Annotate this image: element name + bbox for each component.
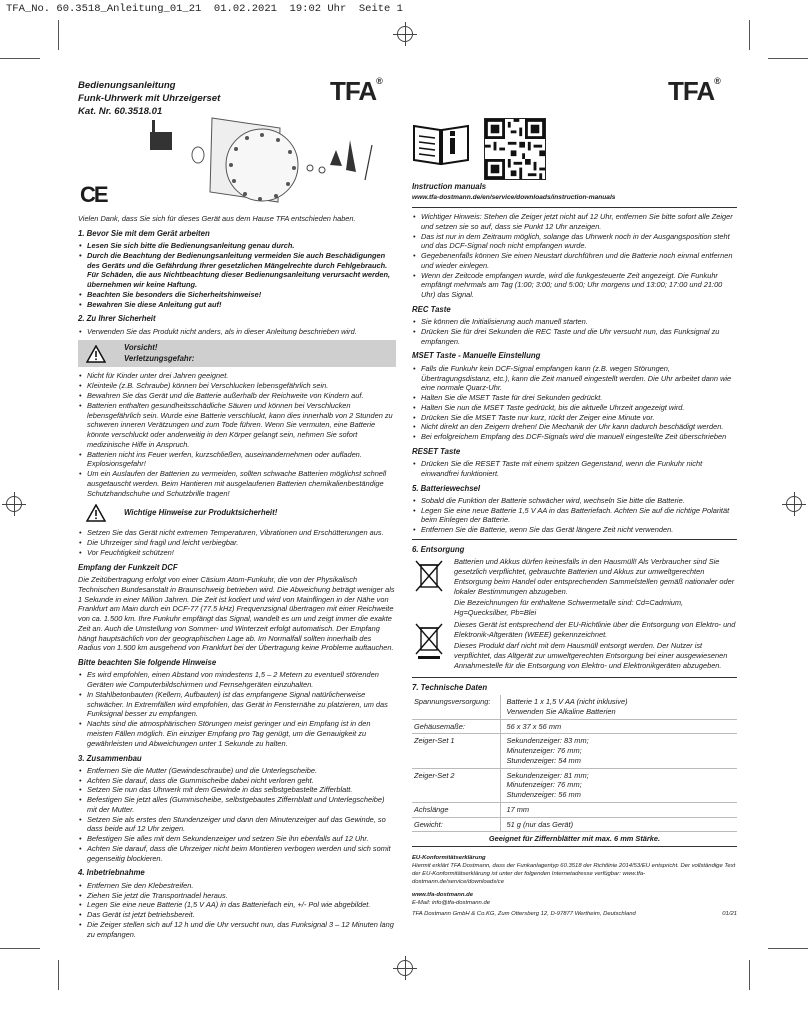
spec-key: Gewicht: — [412, 817, 500, 832]
warning-triangle-icon — [86, 504, 106, 522]
list-item: • Wichtiger Hinweis: Stehen die Zeiger jetzt nicht auf 12 Uhr, entfernen Sie bitte sofort alle Zeiger und setzen sie so auf, dass sie Punkt 12 Uhr anzeigen. — [412, 212, 737, 232]
list-item: • Halten Sie nun die MSET Taste gedrückt, bis die aktuelle Uhrzeit angezeigt wird. — [412, 403, 737, 413]
list-item: • Um ein Auslaufen der Batterien zu vermeiden, sollten schwache Batterien möglichst schnell ausgetauscht werden. Beim Hantieren mit ausgelaufenen Batterien chemikalienbeständige Schutzhandschuhe und Schutzbrille tragen! — [78, 469, 396, 498]
title-line-3: Kat. Nr. 60.3518.01 — [78, 105, 163, 117]
right-column — [412, 182, 737, 919]
section-heading: RESET Taste — [412, 446, 461, 456]
warning-triangle-icon — [86, 345, 106, 363]
caution-title: Vorsicht! — [124, 343, 158, 353]
disposal-text: Dieses Gerät ist entsprechend der EU-Richtlinie über die Entsorgung von Elektro- und Elektronik-Altgeräten (WEEE) gekennzeichnet. — [454, 619, 736, 639]
spec-value-line: Stundenzeiger: 56 mm — [506, 790, 581, 800]
ce-mark: CE — [80, 182, 107, 207]
disposal-text: Batterien und Akkus dürfen keinesfalls in den Hausmüll! Als Verbraucher sind Sie gesetzlich verpflichtet, gebrauchte Batterien und Akkus zur umweltgerechten Entsorgung beim Handel oder entsprechenden Sammelstellen gemäß nationaler oder lokaler Bestimmungen abzugeben. — [454, 557, 735, 596]
list-item: • Nachts sind die atmosphärischen Störungen meist geringer und ein Empfang ist in den meisten Fällen möglich. Ein einziger Empfang pro Tag genügt, um die Genauigkeit zu gewährleisten und Abweichungen unter 1 Sekunde zu halten. — [78, 719, 396, 748]
file-header: TFA_No. 60.3518_Anleitung_01_21 01.02.2021 19:02 Uhr Seite 1 — [6, 3, 403, 15]
crossed-out-bin-icon — [412, 620, 446, 660]
crop-mark — [0, 58, 40, 59]
disposal-weee — [412, 620, 737, 673]
caution-banner — [78, 340, 396, 367]
logo-text: TFA — [668, 76, 715, 106]
eu-heading: EU-Konformitätserklärung — [412, 855, 486, 862]
spec-value — [500, 768, 737, 802]
product-safety-list — [78, 528, 396, 557]
spec-value-line: 56 x 37 x 56 mm — [506, 721, 562, 731]
list-item: • Das Gerät ist jetzt betriebsbereit. — [78, 910, 396, 920]
spec-value-line: Verwenden Sie Alkaline Batterien — [506, 706, 616, 716]
spec-value-line: 51 g (nur das Gerät) — [506, 819, 574, 829]
caution-list — [78, 371, 396, 498]
spec-value-line: Minutenzeiger: 76 mm; — [506, 780, 582, 790]
manuals-url[interactable]: www.tfa-dostmann.de/en/service/downloads/instruction-manuals — [412, 194, 616, 202]
startup-list — [78, 881, 396, 940]
list-item: • Legen Sie eine neue Batterie (1,5 V AA) in das Batteriefach ein, +/- Pol wie abgebildet. — [78, 900, 396, 910]
spec-value-line: 17 mm — [506, 804, 530, 814]
spec-value-line: Stundenzeiger: 54 mm — [506, 755, 581, 765]
table-row — [412, 802, 737, 817]
list-item: • Drücken Sie die MSET Taste nur kurz, rückt der Zeiger eine Minute vor. — [412, 413, 737, 423]
section-heading: 2. Zu Ihrer Sicherheit — [78, 314, 156, 324]
list-item: • Lesen Sie sich bitte die Bedienungsanleitung genau durch. — [78, 241, 396, 251]
list-item: • Durch die Beachtung der Bedienungsanleitung vermeiden Sie auch Beschädigungen des Geräts und die Gefährdung Ihrer gesetzlichen Mängelrechte durch Fehlgebrauch. Für Schäden, die aus Nichtbeachtung dieser Bedienungsanleitung verursacht werden, übernehmen wir keine Haftung. — [78, 251, 396, 290]
dcf-text: Die Zeitübertragung erfolgt von einer Cäsium Atom-Funkuhr, die von der Physikalisch Technischen Bundesanstalt in Braunschweig betrieben wird. Die Abweichung beträgt weniger als 1 Sekunde in einer Million Jahren. Die Zeit ist kodiert und wird von Mainflingen in der Nähe von Frankfurt am Main durch ein DCF-77 (77.5 kHz) Frequenzsignal übertragen mit einer Reichweite von ca. 1.500 km. Ihre Funkuhr empfängt das Signal, wandelt es um und zeigt immer die exakte Zeit an. Auch die Umstellung von Sommer- und Winterzeit erfolgt automatisch. Der Empfang hängt hauptsächlich von der geographischen Lage ab. Im Normalfall sollten innerhalb des Radius von 1.500 km ausgehend von Frankfurt bei der Übertragung keine Probleme auftauchen. — [78, 575, 395, 653]
table-row — [412, 817, 737, 832]
list-item: • Befestigen Sie jetzt alles (Gummischeibe, selbstgebautes Ziffernblatt und Unterlegscheibe) mit der Mutter. — [78, 795, 396, 815]
list-item: • Setzen Sie als erstes den Stundenzeiger und dann den Minutenzeiger auf das Gewinde, so dass beide auf 12 Uhr zeigen. — [78, 815, 396, 835]
version-label: 01/21 — [722, 911, 737, 917]
left-column — [78, 214, 396, 942]
list-item: • Ziehen Sie jetzt die Transportnadel heraus. — [78, 891, 396, 901]
table-row — [412, 768, 737, 802]
list-item: • Drücken Sie die RESET Taste mit einem spitzen Gegenstand, wenn die Funkuhr nicht einwandfrei funktioniert. — [412, 459, 737, 479]
list-item: • Es wird empfohlen, einen Abstand von mindestens 1,5 – 2 Metern zu eventuell störenden Geräten wie Computerbildschirmen und Fernsehgeräten einzuhalten. — [78, 670, 396, 690]
spec-key: Spannungsversorgung: — [412, 695, 500, 719]
section-heading: 1. Bevor Sie mit dem Gerät arbeiten — [78, 228, 210, 238]
section-heading: 3. Zusammenbau — [78, 753, 142, 763]
registration-mark-icon — [397, 960, 413, 976]
list-item: • Befestigen Sie alles mit dem Sekundenzeiger und setzen Sie ihn ebenfalls auf 12 Uhr. — [78, 834, 396, 844]
battery-list — [412, 496, 737, 535]
spec-key: Gehäusemaße: — [412, 719, 500, 734]
crop-mark — [0, 948, 40, 949]
title-line-1: Bedienungsanleitung — [78, 80, 176, 91]
list-item: • Nicht für Kinder unter drei Jahren geeignet. — [78, 371, 396, 381]
registration-mark-icon — [786, 496, 802, 512]
spec-value — [500, 695, 737, 719]
table-row — [412, 695, 737, 719]
crop-mark — [58, 960, 59, 990]
title-line-2: Funk-Uhrwerk mit Uhrzeigerset — [78, 92, 221, 104]
spec-value-line: Minutenzeiger: 76 mm; — [506, 746, 582, 756]
intro-text: Vielen Dank, dass Sie sich für dieses Gerät aus dem Hause TFA entschieden haben. — [78, 214, 356, 223]
list-item: • Achten Sie darauf, dass die Gummischeibe dabei nicht verloren geht. — [78, 776, 396, 786]
reset-list — [412, 459, 737, 479]
spec-value — [500, 802, 737, 817]
mset-list — [412, 364, 737, 442]
list-item: • Sobald die Funktion der Batterie schwächer wird, wechseln Sie bitte die Batterie. — [412, 496, 737, 506]
hint-list — [78, 670, 396, 748]
table-row — [412, 734, 737, 768]
list-item: • Entfernen Sie die Mutter (Gewindeschraube) und die Unterlegscheibe. — [78, 766, 396, 776]
manuals-heading: Instruction manuals — [412, 182, 487, 191]
logo-reg: ® — [714, 76, 720, 86]
list-item: • In Stahlbetonbauten (Kellern, Aufbauten) ist das empfangene Signal natürlicherweise schwächer. In Extremfällen wird empfohlen, das Gerät in Fensternähe zu platzieren, um das Funksignal besser zu empfangen. — [78, 690, 396, 719]
section-heading: REC Taste — [412, 304, 451, 314]
list-item: • Entfernen Sie die Batterie, wenn Sie das Gerät längere Zeit nicht verwenden. — [412, 525, 737, 535]
list-item: • Kleinteile (z.B. Schraube) können bei Verschlucken lebensgefährlich sein. — [78, 381, 396, 391]
disposal-batteries — [412, 557, 737, 620]
spec-value-line: Sekundenzeiger: 81 mm; — [506, 770, 589, 780]
list-item: • Entfernen Sie den Klebestreifen. — [78, 881, 396, 891]
list-item: • Sie können die Initialisierung auch manuell starten. — [412, 317, 737, 327]
list-item: • Falls die Funkuhr kein DCF-Signal empfangen kann (z.B. wegen Störungen, Übertragungsdistanz, etc.), kann die Zeit manuell eingestellt werden. Die Uhr arbeitet dann wie eine normale Quarz-Uhr. — [412, 364, 737, 393]
section-heading: Bitte beachten Sie folgende Hinweise — [78, 658, 217, 668]
list-item: • Setzen Sie das Gerät nicht extremen Temperaturen, Vibrationen und Erschütterungen aus. — [78, 528, 396, 538]
list-item: • Setzen Sie nun das Uhrwerk mit dem Gewinde in das selbstgebastelte Zifferblatt. — [78, 785, 396, 795]
company-footer — [412, 911, 737, 919]
assembly-list — [78, 766, 396, 864]
list-item: • Verwenden Sie das Produkt nicht anders, als in dieser Anleitung beschrieben wird. — [78, 327, 396, 337]
list-item: • Batterien nicht ins Feuer werfen, kurzschließen, auseinandernehmen oder aufladen. Explosionsgefahr! — [78, 450, 396, 470]
crop-mark — [749, 960, 750, 990]
spec-value-line: Sekundenzeiger: 83 mm; — [506, 736, 589, 746]
section-2-list — [78, 327, 396, 337]
registration-mark-icon — [397, 26, 413, 42]
table-row — [412, 832, 737, 847]
tfa-logo — [330, 76, 382, 107]
section-1-list — [78, 241, 396, 309]
section-heading: 7. Technische Daten — [412, 682, 488, 692]
website-link[interactable]: www.tfa-dostmann.de — [412, 892, 473, 899]
disposal-text: Die Bezeichnungen für enthaltene Schwermetalle sind: Cd=Cadmium, Hg=Quecksilber, Pb=Blei — [454, 598, 684, 618]
list-item: • Achten Sie darauf, dass die Uhrzeiger nicht beim Montieren verbogen werden und sich somit gegenseitig blockieren. — [78, 844, 396, 864]
crop-mark — [58, 20, 59, 50]
spec-key: Zeiger-Set 1 — [412, 734, 500, 768]
spec-value — [500, 719, 737, 734]
list-item: • Bewahren Sie diese Anleitung gut auf! — [78, 300, 396, 310]
crossed-out-bin-icon — [412, 557, 446, 595]
list-item: • Nicht direkt an den Zeigern drehen! Die Mechanik der Uhr kann dadurch beschädigt werden. — [412, 422, 737, 432]
list-item: • Drücken Sie für drei Sekunden die REC Taste und die Uhr versucht nun, das Funksignal zu empfangen. — [412, 327, 737, 347]
startup-continued-list — [412, 212, 737, 300]
caution-subtitle: Verletzungsgefahr: — [124, 353, 195, 363]
product-safety-title: Wichtige Hinweise zur Produktsicherheit! — [124, 508, 278, 518]
list-item: • Beachten Sie besonders die Sicherheitshinweise! — [78, 290, 396, 300]
eu-text: Hiermit erklärt TFA Dostmann, dass der Funkanlagentyp 60.3518 der Richtlinie 2014/53/EU entspricht. Der vollständige Text der EU-Konformitätserklärung ist unter der folgenden Internetadresse verfügbar: www.tfa-dostmann.de/service/downloads/ce — [412, 863, 736, 886]
spec-value — [500, 817, 737, 832]
product-safety-banner — [78, 502, 396, 524]
crop-mark — [768, 948, 808, 949]
qr-code-icon — [484, 118, 546, 180]
disposal-text: Dieses Produkt darf nicht mit dem Hausmüll entsorgt werden. Der Nutzer ist verpflichtet, das Altgerät zur umweltgerechten Entsorgung bei einer ausgewiesenen Annahmestelle für die Entsorgung von Elektro- und Elektronikgeräten abzugeben. — [454, 641, 728, 670]
list-item: • Das ist nur in dem Zeitraum möglich, solange das Uhrwerk noch in der Ausgangsposition steht und das DCF-Signal noch nicht empfangen wurde. — [412, 232, 737, 252]
spec-key: Zeiger-Set 2 — [412, 768, 500, 802]
list-item: • Die Zeiger stellen sich auf 12 h und die Uhr versucht nun, das Funksignal 3 – 12 Minuten lang zu empfangen. — [78, 920, 396, 940]
list-item: • Batterien enthalten gesundheitsschädliche Säuren und können bei Verschlucken lebensgefährlich sein. Wurde eine Batterie verschluckt, kann dies innerhalb von 2 Stunden zu schweren inneren Verätzungen und zum Tode führen. Wenn Sie vermuten, eine Batterie könnte verschluckt oder anderweitig in den Körper gelangt sein, nehmen Sie sofort medizinische Hilfe in Anspruch. — [78, 401, 396, 450]
spec-note: Geeignet für Ziffernblätter mit max. 6 mm Stärke. — [412, 832, 737, 847]
logo-text: TFA — [330, 76, 377, 106]
list-item: • Wenn der Zeitcode empfangen wurde, wird die funkgesteuerte Zeit angezeigt. Die Funkuhr empfängt mehrmals am Tag (1:00; 3:00; und 5:00; Uhr morgens und 13:00; 17:00 und 21:00 Uhr) das Signal. — [412, 271, 737, 300]
spec-value — [500, 734, 737, 768]
spec-table — [412, 695, 737, 847]
table-row — [412, 719, 737, 734]
company-address: TFA Dostmann GmbH & Co.KG, Zum Ottersberg 12, D-97877 Wertheim, Deutschland — [412, 911, 636, 917]
section-heading: 5. Batteriewechsel — [412, 483, 481, 493]
list-item: • Halten Sie die MSET Taste für drei Sekunden gedrückt. — [412, 393, 737, 403]
clock-movement-illustration — [150, 110, 380, 205]
list-item: • Bei erfolgreichem Empfang des DCF-Signals wird die manuell eingestellte Zeit überschrieben — [412, 432, 737, 442]
list-item: • Die Uhrzeiger sind fragil und leicht verbiegbar. — [78, 538, 396, 548]
logo-reg: ® — [376, 76, 382, 86]
list-item: • Vor Feuchtigkeit schützen! — [78, 548, 396, 558]
rec-list — [412, 317, 737, 346]
list-item: • Bewahren Sie das Gerät und die Batterie außerhalb der Reichweite von Kindern auf. — [78, 391, 396, 401]
spec-value-line: Batterie 1 x 1,5 V AA (nicht inklusive) — [506, 697, 628, 706]
crop-mark — [768, 58, 808, 59]
crop-mark — [749, 20, 750, 50]
tfa-logo — [668, 76, 720, 107]
section-heading: Empfang der Funkzeit DCF — [78, 562, 178, 572]
spec-key: Achslänge — [412, 802, 500, 817]
manual-book-info-icon — [412, 120, 470, 168]
list-item: • Gegebenenfalls können Sie einen Neustart durchführen und die Batterie noch einmal entfernen und wieder einlegen. — [412, 251, 737, 271]
email-link[interactable]: E-Mail: info@tfa-dostmann.de — [412, 900, 491, 907]
section-heading: 4. Inbetriebnahme — [78, 868, 145, 878]
section-heading: MSET Taste - Manuelle Einstellung — [412, 351, 541, 361]
list-item: • Legen Sie eine neue Batterie 1,5 V AA in das Batteriefach. Achten Sie auf die richtige Polarität beim Einlegen der Batterie. — [412, 506, 737, 526]
section-heading: 6. Entsorgung — [412, 545, 465, 555]
registration-mark-icon — [6, 496, 22, 512]
